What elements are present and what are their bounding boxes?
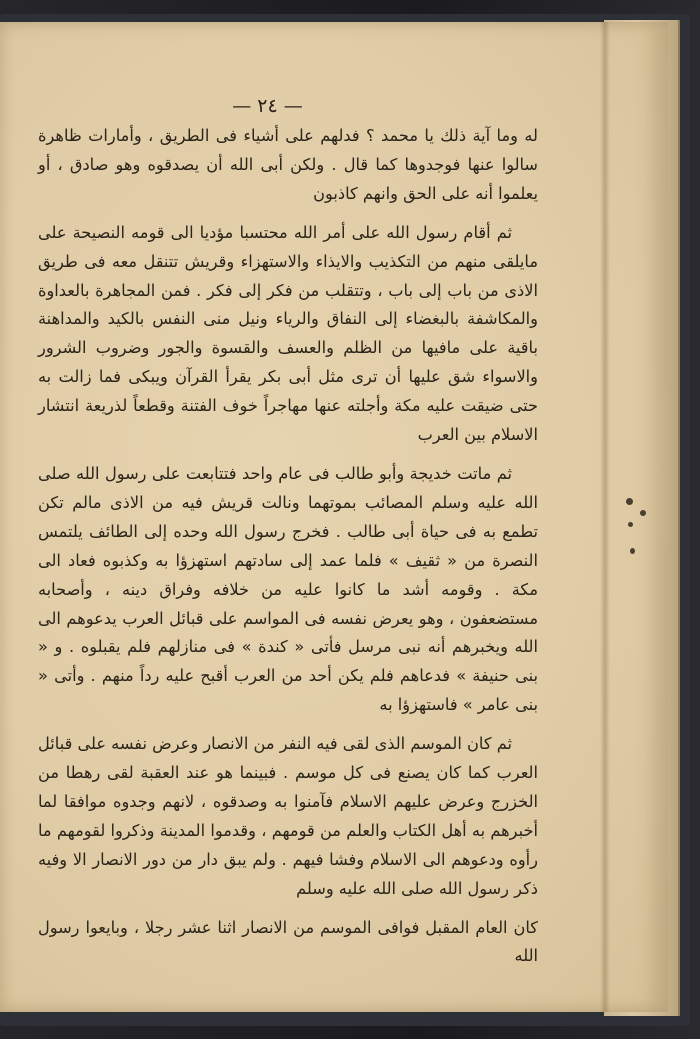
paragraph: ثم ماتت خديجة وأبو طالب فى عام واحد فتتابعت على رسول الله صلى الله عليه وسلم المصائب بموتهما ونالت قريش فيه من الاذى مالم تكن تطمع به فى حياة أبى طالب . فخرج رسول الله وحده إلى الطائف يلتمس النصرة من « ثقيف » فلما عمد إلى سادتهم استهزؤا به وكذبوه فعاد الى مكة . وقومه أشد ما كانوا عليه من خلافه وفراق دينه ، وأصحابه مستضعفون ، وهو يعرض نفسه فى المواسم على قبائل العرب يدعوهم الى الله ويخبرهم أنه نبى مرسل فأتى « كندة » فى منازلهم فلم يقبلوه . و « بنى حنيفة » فدعاهم فلم يكن أحد من العرب أقبح عليه رداً منهم . وأتى « بنى عامر » فاستهزؤا به — [38, 463, 538, 715]
paragraph: ثم كان الموسم الذى لقى فيه النفر من الانصار وعرض نفسه على قبائل العرب كما كان يصنع فى كل موسم . فبينما هو عند العقبة لقى رهطا من الخزرج وعرض عليهم الاسلام فآمنوا به وصدقوه ، لانهم وجدوه موافقا لما أخبرهم به أهل الكتاب والعلم من قومهم ، وقدموا المدينة وذكروا لقومهم ما رأوه ودعوهم الى الاسلام وفشا فيهم . ولم يبق دار من دور الانصار الا وفيه ذكر رسول الله صلى الله عليه وسلم — [38, 734, 538, 898]
paragraph: له وما آية ذلك يا محمد ؟ فدلهم على أشياء فى الطريق ، وأمارات ظاهرة سالوا عنها فوجدوها كما قال . ولكن أبى الله أن يصدقوه وهو صادق ، أو يعلموا أنه على الحق وانهم كاذبون — [38, 126, 538, 203]
ink-spot — [630, 548, 635, 554]
page-number: — ٢٤ — — [232, 95, 303, 117]
ink-spot — [640, 510, 646, 516]
ink-spot — [628, 522, 633, 527]
ink-spot — [626, 498, 633, 505]
paragraph: ثم أقام رسول الله على أمر الله محتسبا مؤديا الى قومه النصيحة على مايلقى منهم من التكذيب والايذاء والاستهزاء وقريش تتنقل معه فى طريق الاذى من باب إلى باب ، وتتقلب من فكر إلى فكر . فمن المجاهرة بالعداوة والمكاشفة بالبغضاء إلى النفاق والرياء ونيل منى النفس بالكيد والمداهنة باقية على مافيها من الظلم والعسف والقسوة والجور وضروب الشرور والاسواء شق عليها أن ترى مثل أبى بكر يقرأ القرآن ويبكى فما زالت به حتى ضيقت عليه مكة وأجلته عنها مهاجراً خوف الفتنة وقطعاً لذريعة انتشار الاسلام بين العرب — [38, 222, 538, 445]
page-body — [38, 122, 538, 975]
page-fold-shadow — [600, 22, 610, 1012]
paragraph: كان العام المقبل فوافى الموسم من الانصار اثنا عشر رجلا ، وبايعوا رسول الله — [38, 917, 538, 966]
